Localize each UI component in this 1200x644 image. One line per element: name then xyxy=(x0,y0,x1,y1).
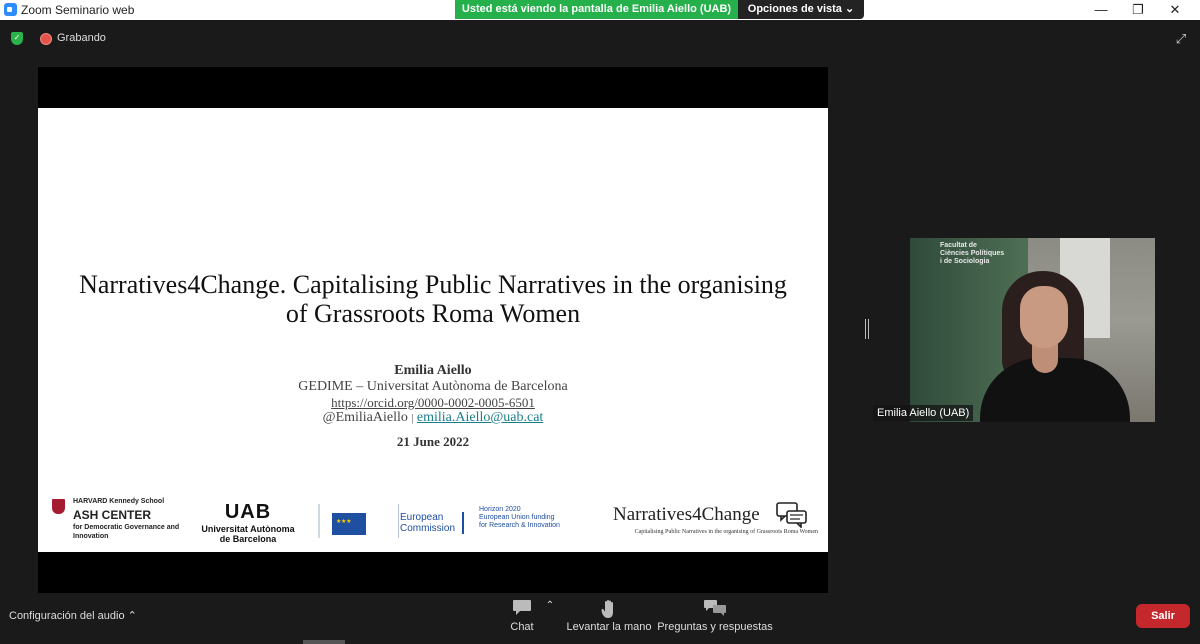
zoom-app-icon xyxy=(4,3,17,16)
view-options-button[interactable]: Opciones de vista ⌄ xyxy=(738,0,864,19)
uab-name-line1: Universitat Autònoma xyxy=(201,524,295,534)
hand-icon xyxy=(566,599,652,621)
slide-title xyxy=(58,270,808,328)
qa-bubbles-icon xyxy=(657,599,773,621)
n4c-title: Narratives4Change xyxy=(613,504,760,525)
orcid-link xyxy=(38,395,828,411)
hks-name: HARVARD Kennedy School xyxy=(73,498,165,505)
horizon-line3: for Research & Innovation xyxy=(479,522,560,529)
european-commission-logo xyxy=(318,500,568,540)
presentation-slide xyxy=(38,108,828,552)
email-link: emilia.Aiello@uab.cat xyxy=(416,410,544,425)
qa-label: Preguntas y respuestas xyxy=(657,621,773,633)
presenter-name: Emilia Aiello xyxy=(394,363,472,378)
eu-flag-icon xyxy=(332,513,366,535)
close-button[interactable]: ✕ xyxy=(1169,2,1181,17)
security-shield-icon[interactable]: ✓ xyxy=(11,32,23,45)
ec-name-line2: Commission xyxy=(400,523,456,534)
twitter-handle: @EmiliaAiello xyxy=(322,410,408,425)
recording-icon xyxy=(40,33,52,45)
contact-separator: | xyxy=(411,413,414,424)
shared-screen xyxy=(38,67,828,593)
minimize-button[interactable]: — xyxy=(1094,2,1108,17)
bottom-scroll-indicator xyxy=(303,640,345,644)
raise-hand-label: Levantar la mano xyxy=(566,621,652,633)
panel-resize-handle[interactable] xyxy=(865,319,869,339)
ec-divider xyxy=(462,512,464,534)
qa-button[interactable] xyxy=(657,599,773,633)
chat-bubble-icon xyxy=(502,599,542,621)
video-background-text xyxy=(940,242,1004,266)
presenter-affiliation: GEDIME – Universitat Autònoma de Barcelona xyxy=(298,379,568,394)
slide-title-line2: of Grassroots Roma Women xyxy=(285,299,581,328)
ash-center-tagline: for Democratic Governance and Innovation xyxy=(73,524,180,540)
chat-options-caret[interactable]: ⌃ xyxy=(545,600,555,611)
window-title: Zoom Seminario web xyxy=(21,3,135,17)
video-background-text-line3: i de Sociologia xyxy=(940,258,990,265)
presentation-date: 21 June 2022 xyxy=(396,434,470,449)
audio-settings-button[interactable]: Configuración del audio ⌃ xyxy=(9,610,137,622)
raise-hand-button[interactable] xyxy=(566,599,652,633)
speech-bubbles-icon xyxy=(776,502,808,526)
speaker-video[interactable] xyxy=(910,238,1155,422)
ec-name xyxy=(400,512,455,534)
chat-button[interactable] xyxy=(502,599,542,633)
n4c-subtitle: Capitalising Public Narratives in the organising of Grassroots Roma Women xyxy=(634,529,818,535)
uab-logo xyxy=(198,501,298,544)
participant-name-label: Emilia Aiello (UAB) xyxy=(873,405,973,421)
ec-name-line1: European xyxy=(400,512,444,523)
maximize-button[interactable]: ❐ xyxy=(1132,2,1144,17)
slide-title-line1: Narratives4Change. Capitalising Public Narratives in the organising xyxy=(79,270,787,299)
horizon-line1: Horizon 2020 xyxy=(479,506,521,513)
ash-center-name: ASH CENTER xyxy=(73,508,152,522)
speaker-face xyxy=(1020,286,1068,348)
horizon-line2: European Union funding xyxy=(479,514,555,521)
exit-button[interactable]: Salir xyxy=(1136,604,1190,628)
uab-mark: UAB xyxy=(224,501,272,523)
video-background-text-line1: Facultat de xyxy=(940,242,977,249)
screen-share-banner: Usted está viendo la pantalla de Emilia Aiello (UAB) xyxy=(455,0,738,19)
chat-label: Chat xyxy=(510,621,534,633)
orcid-url: https://orcid.org/0000-0002-0005-6501 xyxy=(331,395,535,410)
harvard-shield-icon xyxy=(52,499,65,514)
fullscreen-expand-icon[interactable]: ⤢ xyxy=(1175,31,1187,46)
recording-label: Grabando xyxy=(57,32,106,44)
video-background-text-line2: Ciències Polítiques xyxy=(940,250,1005,257)
horizon-2020-text xyxy=(479,506,579,530)
uab-name-line2: de Barcelona xyxy=(219,534,277,544)
contact-line xyxy=(38,410,828,426)
